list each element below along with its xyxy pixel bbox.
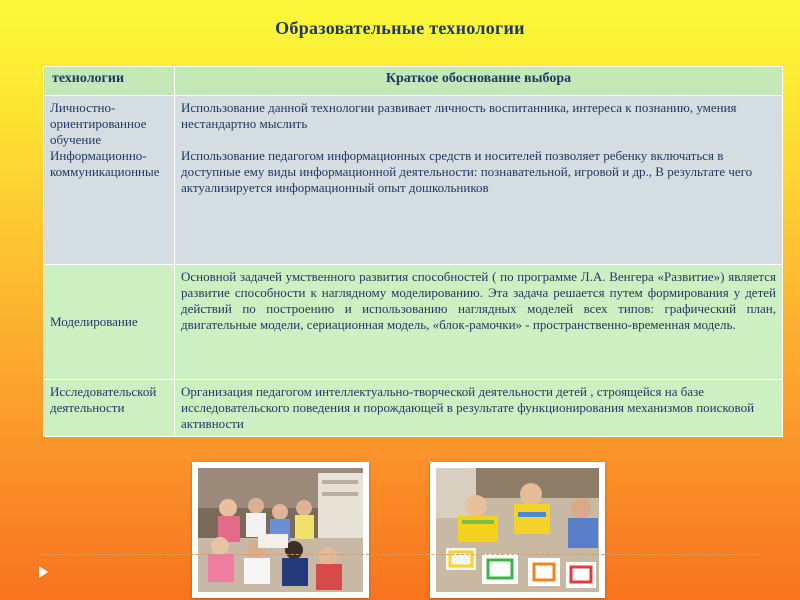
table-row	[44, 96, 783, 265]
photo-children-modeling	[430, 462, 605, 598]
tech-cell	[44, 265, 175, 380]
rationale-cell	[175, 265, 783, 380]
rationale-cell	[175, 380, 783, 437]
rationale-cell	[175, 96, 783, 265]
photo-children-group	[192, 462, 369, 598]
rationale-paragraph: Использование педагогом информационных средств и носителей позволяет ребенку включаться в доступные ему виды информационной деятельности: познавательной, игровой и др., В результате чего актуализируется информационный опыт дошкольников	[181, 148, 753, 195]
rationale-paragraph: Использование данной технологии развивает личность воспитанника, интереса к познанию, умения нестандартно мыслить	[181, 100, 737, 131]
table-row	[44, 380, 783, 437]
technologies-table	[43, 66, 783, 437]
tech-cell	[44, 380, 175, 437]
tech-cell	[44, 96, 175, 265]
tech-name: Моделирование	[50, 314, 138, 329]
table-header-row	[44, 67, 783, 96]
header-technologies: технологии	[44, 67, 175, 96]
header-rationale: Краткое обоснование выбора	[175, 67, 783, 96]
rationale-paragraph: Основной задачей умственного развития способностей ( по программе Л.А. Венгера «Развитие») является развитие способности к наглядному моделированию. Эта задача решается путем формирования у детей действий по построению и использованию наглядных моделей всех типов: графический план, двигательные модели, сериационная модель, «блок-рамочки» - пространственно-временная модель.	[181, 269, 776, 332]
photo-children-group-image	[198, 468, 363, 592]
photo-children-modeling-image	[436, 468, 599, 592]
rationale-paragraph: Организация педагогом интеллектуально-творческой деятельности детей , строящейся на базе исследовательского поведения и порождающей в результате функционирования механизмов поисковой активности	[181, 384, 755, 431]
table-row	[44, 265, 783, 380]
divider-line	[40, 554, 760, 555]
tech-name: Исследовательской деятельности	[50, 384, 157, 415]
tech-name: Личностно-ориентированное обучение Информационно-коммуникационные	[50, 100, 160, 179]
page-title: Образовательные технологии	[275, 18, 525, 38]
next-arrow-icon[interactable]	[39, 566, 48, 578]
